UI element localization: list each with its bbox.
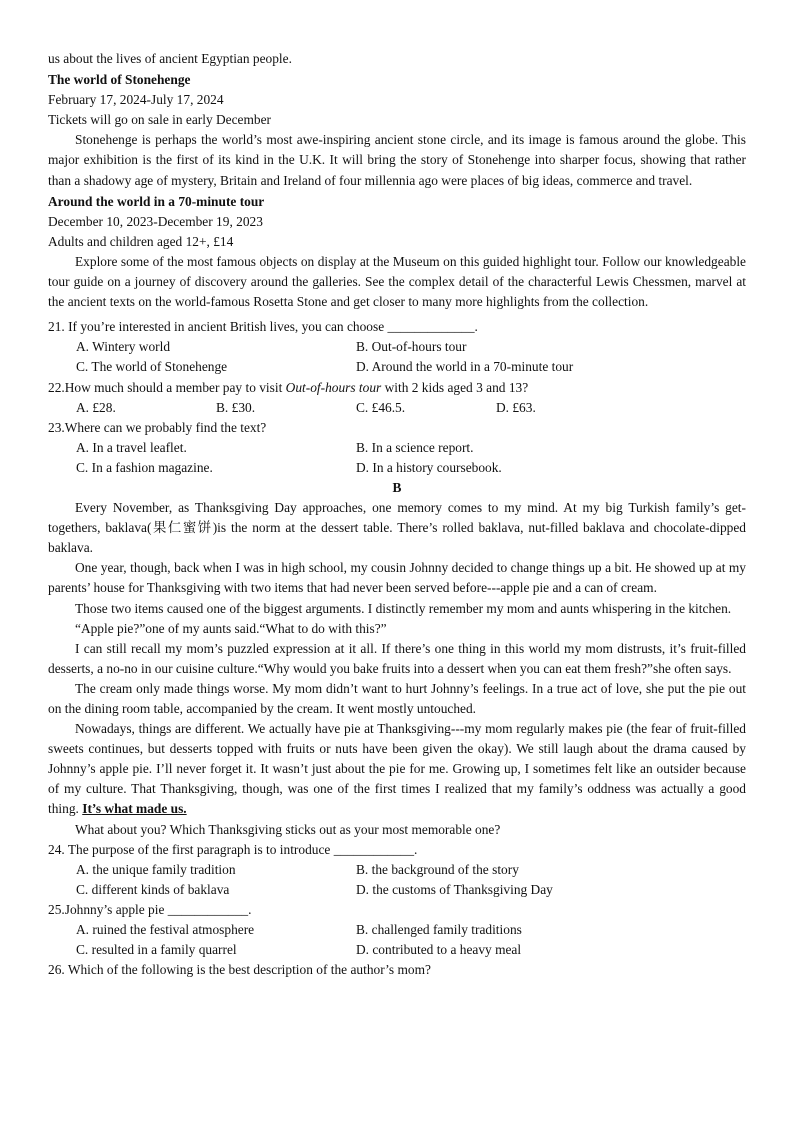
question-22-stem <box>48 378 746 398</box>
passage-b-nowadays-text: Nowadays, things are different. We actually have pie at Thanksgiving---my mom regularly makes pie (the fear of fruit-filled sweets continues, but desserts topped with fruits or nuts have been given the okay). We still laugh about the drama caused by Johnny’s apple pie. I’ll never forget it. It wasn’t just about the pie for me. Growing up, I sometimes felt like an outsider because of my culture. That Thanksgiving, though, was one of the first times I realized that my family’s oddness was actually a good thing. <box>48 721 746 817</box>
tour-title: Around the world in a 70-minute tour <box>48 193 265 209</box>
stonehenge-tickets: Tickets will go on sale in early December <box>48 112 271 128</box>
question-23-options-row1 <box>48 438 746 458</box>
question-23-options-row2 <box>48 458 746 478</box>
question-22-option-b: B. £30. <box>216 399 256 415</box>
underlined-sentence: It’s what made us. <box>82 801 187 817</box>
tour-dates: December 10, 2023-December 19, 2023 <box>48 213 263 229</box>
stonehenge-title: The world of Stonehenge <box>48 72 191 88</box>
question-22-stem-pre: 22.How much should a member pay to visit <box>48 379 286 395</box>
question-22-option-d: D. £63. <box>496 399 536 415</box>
passage-b-paragraph-1: Every November, as Thanksgiving Day approaches, one memory comes to my mind. At my big Turkish family’s get-togethers, baklava(果仁蜜饼)is the norm at the dessert table. There’s rolled baklava, nut-filled baklava and chocolate-dipped baklava. <box>48 500 746 556</box>
tour-body: Explore some of the most famous objects on display at the Museum on this guided highlight tour. Follow our knowledgeable tour guide on a journey of discovery around the galleries. See the complex detail of the characterful Lewis Chessmen, marvel at the ancient texts on the world-famous Rosetta Stone and get closer to many more highlights from the collection. <box>48 253 746 310</box>
exam-page <box>48 49 746 980</box>
stonehenge-body: Stonehenge is perhaps the world’s most awe-inspiring ancient stone circle, and its image is famous around the globe. This major exhibition is the first of its kind in the U.K. It will bring the story of Stonehenge into sharper focus, showing that rather than a shadowy age of mystery, Britain and Ireland of four millennia ago were places of big ideas, commerce and travel. <box>48 132 746 188</box>
passage-b-paragraph-4: “Apple pie?”one of my aunts said.“What to do with this?” <box>75 620 387 636</box>
question-25-option-b: B. challenged family traditions <box>356 922 522 938</box>
passage-b-paragraph-5: I can still recall my mom’s puzzled expression at it all. If there’s one thing in this world my mom distrusts, it’s fruit-filled desserts, a no-no in our cuisine culture.“Why would you bake fruits into a dessert when you can eat them fresh?”she often says. <box>48 640 746 676</box>
question-22-options <box>48 398 746 418</box>
question-25-option-c: C. resulted in a family quarrel <box>76 942 237 958</box>
question-21-option-b: B. Out-of-hours tour <box>356 339 467 355</box>
question-23-stem: 23.Where can we probably find the text? <box>48 419 267 435</box>
passage-b-paragraph-3: Those two items caused one of the biggest arguments. I distinctly remember my mom and aunts whispering in the kitchen. <box>75 600 732 616</box>
question-21-option-d: D. Around the world in a 70-minute tour <box>356 359 574 375</box>
passage-b-paragraph-6: The cream only made things worse. My mom didn’t want to hurt Johnny’s feelings. In a true act of love, she put the pie out on the dining room table, accompanied by the cream. It went mostly untouched. <box>48 680 746 716</box>
question-24-options-row1 <box>48 860 746 880</box>
question-21-options-row1 <box>48 337 746 357</box>
question-22-stem-em: Out-of-hours tour <box>285 379 382 395</box>
question-23-option-a: A. In a travel leaflet. <box>76 439 187 455</box>
question-24-option-b: B. the background of the story <box>356 861 519 877</box>
question-25-option-a: A. ruined the festival atmosphere <box>76 922 255 938</box>
passage-b-paragraph-7 <box>48 719 746 819</box>
question-25-options-row2 <box>48 940 746 960</box>
question-25-stem: 25.Johnny’s apple pie ____________. <box>48 901 252 917</box>
question-25-option-d: D. contributed to a heavy meal <box>356 942 522 958</box>
question-24-option-a: A. the unique family tradition <box>76 861 236 877</box>
intro-tail: us about the lives of ancient Egyptian people. <box>48 51 292 66</box>
question-26-stem: 26. Which of the following is the best description of the author’s mom? <box>48 962 431 978</box>
question-24-option-c: C. different kinds of baklava <box>76 881 230 897</box>
passage-b-paragraph-2: One year, though, back when I was in high school, my cousin Johnny decided to change things up a bit. He showed up at my parents’ house for Thanksgiving with two items that had never been served before---apple pie and a can of cream. <box>48 560 746 596</box>
question-23-option-c: C. In a fashion magazine. <box>76 459 213 475</box>
passage-b-closing: What about you? Which Thanksgiving sticks out as your most memorable one? <box>75 821 501 837</box>
question-24-stem: 24. The purpose of the first paragraph is to introduce ____________. <box>48 841 418 857</box>
question-24-options-row2 <box>48 880 746 900</box>
question-24-option-d: D. the customs of Thanksgiving Day <box>356 881 553 897</box>
tour-price: Adults and children aged 12+, £14 <box>48 233 234 249</box>
question-21-options-row2 <box>48 357 746 377</box>
question-23-option-d: D. In a history coursebook. <box>356 459 502 475</box>
question-21-stem: 21. If you’re interested in ancient British lives, you can choose _____________. <box>48 319 478 335</box>
passage-b-label: B <box>392 479 402 495</box>
question-22-option-a: A. £28. <box>76 399 116 415</box>
question-21-option-c: C. The world of Stonehenge <box>76 359 228 375</box>
question-22-stem-post: with 2 kids aged 3 and 13? <box>381 379 529 395</box>
stonehenge-dates: February 17, 2024-July 17, 2024 <box>48 92 224 108</box>
question-21-option-a: A. Wintery world <box>76 339 171 355</box>
question-23-option-b: B. In a science report. <box>356 439 474 455</box>
question-25-options-row1 <box>48 920 746 940</box>
question-22-option-c: C. £46.5. <box>356 399 406 415</box>
